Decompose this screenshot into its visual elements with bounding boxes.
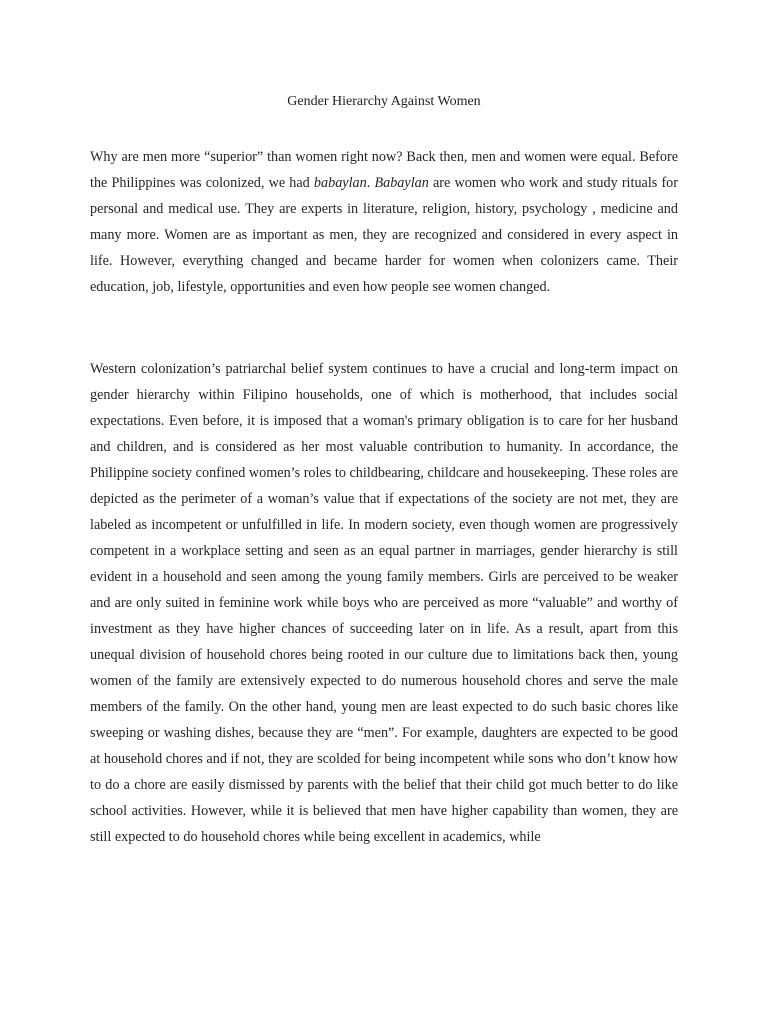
paragraph-2: Western colonization’s patriarchal belief system continues to have a crucial and long-term impact on gender hierarchy within Filipino households, one of which is motherhood, that includes social expectations. Even before, it is imposed that a woman's primary obligation is to care for her husband and children, and is considered as her most valuable contribution to humanity. In accordance, the Philippine society confined women’s roles to childbearing, childcare and housekeeping. These roles are depicted as the perimeter of a woman’s value that if expectations of the society are not met, they are labeled as incompetent or unfulfilled in life. In modern society, even though women are progressively competent in a workplace setting and seen as an equal partner in marriages, gender hierarchy is still evident in a household and seen among the young family members. Girls are perceived to be weaker and are only suited in feminine work while boys who are perceived as more “valuable” and worthy of investment as they have higher chances of succeeding later on in life. As a result, apart from this unequal division of household chores being rooted in our culture due to limitations back then, young women of the family are extensively expected to do numerous household chores and serve the male members of the family. On the other hand, young men are least expected to do such basic chores like sweeping or washing dishes, because they are “men”. For example, daughters are expected to be good at household chores and if not, they are scolded for being incompetent while sons who don’t know how to do a chore are easily dismissed by parents with the belief that their child got much better to do like school activities. However, while it is believed that men have higher capability than women, they are still expected to do household chores while being excellent in academics, while bbox=[90, 361, 678, 845]
paragraph-1-rest: are women who work and study rituals for personal and medical use. They are experts in literature, religion, history, psychology , medicine and many more. Women are as important as men, they are recognized and considered in every aspect in life. However, everything changed and became harder for women when colonizers came. Their education, job, lifestyle, opportunities and even how people see women changed. bbox=[90, 175, 678, 295]
babaylan-term-2: Babaylan bbox=[374, 175, 429, 191]
document-title: Gender Hierarchy Against Women bbox=[287, 94, 481, 109]
babaylan-term: babaylan bbox=[313, 175, 367, 191]
paragraph-1 bbox=[90, 144, 678, 300]
paragraph-1-intro: Why are men more “superior” than women right now? Back then, men and women were equal. Before the Philippines was colonized, we had bbox=[90, 149, 678, 191]
paragraph-1-separator: . bbox=[366, 175, 375, 191]
